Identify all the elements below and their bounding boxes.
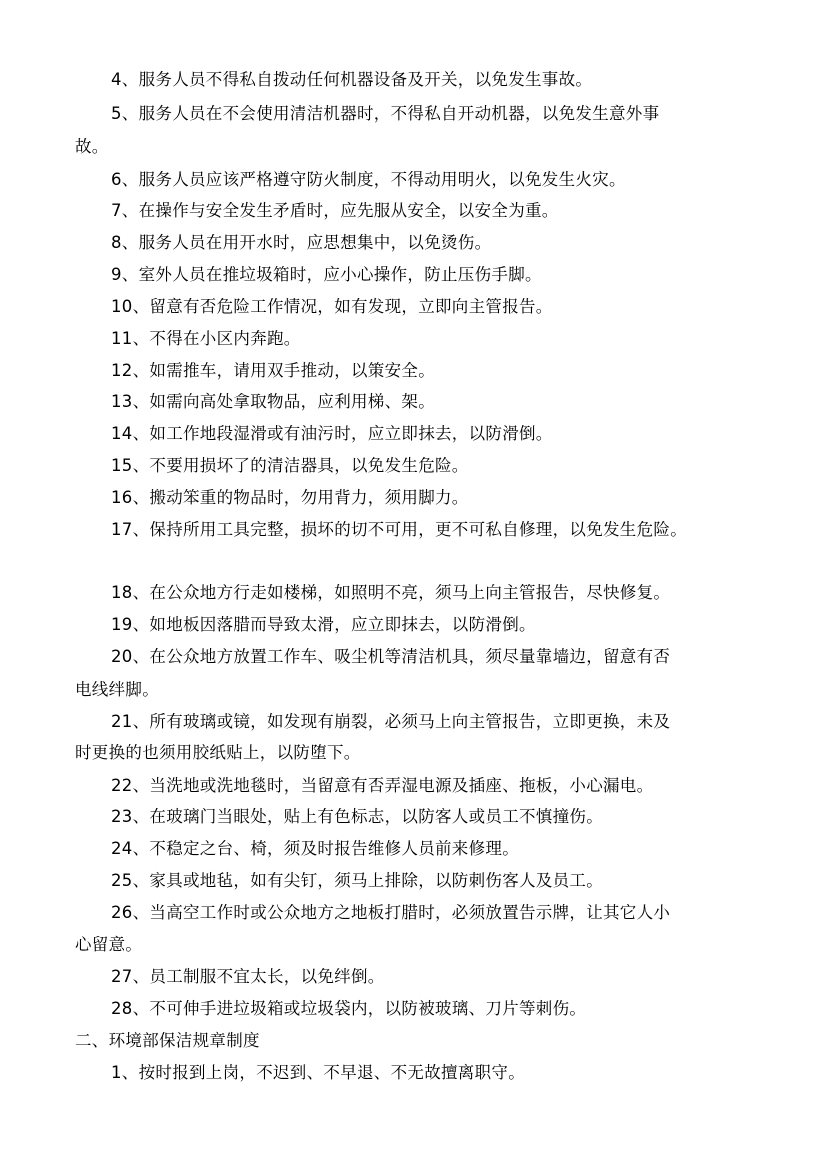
rule-17: 17、保持所用工具完整，损坏的切不可用，更不可私自修理，以免发生危险。 bbox=[111, 520, 687, 539]
rule-21: 21、所有玻璃或镜，如发现有崩裂，必须马上向主管报告，立即更换，未及 bbox=[111, 712, 671, 731]
section-heading: 二、环境部保洁规章制度 bbox=[75, 1031, 260, 1050]
rule-20: 20、在公众地方放置工作车、吸尘机等清洁机具，须尽量靠墙边，留意有否 bbox=[111, 647, 671, 666]
rule-13: 13、如需向高处拿取物品，应利用梯、架。 bbox=[111, 392, 435, 411]
rule-11: 11、不得在小区内奔跑。 bbox=[111, 329, 301, 348]
rule-5: 5、服务人员在不会使用清洁机器时，不得私自开动机器，以免发生意外事 bbox=[111, 104, 660, 123]
rule-24: 24、不稳定之台、椅，须及时报告维修人员前来修理。 bbox=[111, 839, 519, 858]
section-rule-1: 1、按时报到上岗，不迟到、不早退、不无故擅离职守。 bbox=[111, 1063, 525, 1082]
rule-12: 12、如需推车，请用双手推动，以策安全。 bbox=[111, 361, 435, 380]
rule-5-cont: 故。 bbox=[75, 137, 109, 156]
rule-19: 19、如地板因落腊而导致太滑，应立即抹去，以防滑倒。 bbox=[111, 615, 536, 634]
rule-27: 27、员工制服不宜太长，以免绊倒。 bbox=[111, 967, 385, 986]
rule-16: 16、搬动笨重的物品时，勿用背力，须用脚力。 bbox=[111, 488, 469, 507]
rule-28: 28、不可伸手进垃圾箱或垃圾袋内，以防被玻璃、刀片等刺伤。 bbox=[111, 999, 587, 1018]
rule-22: 22、当洗地或洗地毯时，当留意有否弄湿电源及插座、拖板，小心漏电。 bbox=[111, 776, 654, 795]
rule-18: 18、在公众地方行走如楼梯，如照明不亮，须马上向主管报告，尽快修复。 bbox=[111, 583, 671, 602]
rule-10: 10、留意有否危险工作情况，如有发现，立即向主管报告。 bbox=[111, 297, 553, 316]
rule-8: 8、服务人员在用开水时，应思想集中，以免烫伤。 bbox=[111, 233, 492, 252]
rule-25: 25、家具或地毡，如有尖钉，须马上排除，以防刺伤客人及员工。 bbox=[111, 871, 603, 890]
rule-4: 4、服务人员不得私自拨动任何机器设备及开关，以免发生事故。 bbox=[111, 70, 593, 89]
rule-7: 7、在操作与安全发生矛盾时，应先服从安全，以安全为重。 bbox=[111, 201, 559, 220]
rule-15: 15、不要用损坏了的清洁器具，以免发生危险。 bbox=[111, 456, 469, 475]
rule-6: 6、服务人员应该严格遵守防火制度，不得动用明火，以免发生火灾。 bbox=[111, 170, 626, 189]
rule-20-cont: 电线绊脚。 bbox=[75, 680, 159, 699]
rule-23: 23、在玻璃门当眼处，贴上有色标志，以防客人或员工不慎撞伤。 bbox=[111, 807, 603, 826]
rule-14: 14、如工作地段湿滑或有油污时，应立即抹去，以防滑倒。 bbox=[111, 424, 553, 443]
rule-21-cont: 时更换的也须用胶纸贴上，以防堕下。 bbox=[75, 743, 361, 762]
rule-26: 26、当高空工作时或公众地方之地板打腊时，必须放置告示牌，让其它人小 bbox=[111, 903, 671, 922]
rule-26-cont: 心留意。 bbox=[75, 935, 143, 954]
rule-9: 9、室外人员在推垃圾箱时，应小心操作，防止压伤手脚。 bbox=[111, 265, 542, 284]
